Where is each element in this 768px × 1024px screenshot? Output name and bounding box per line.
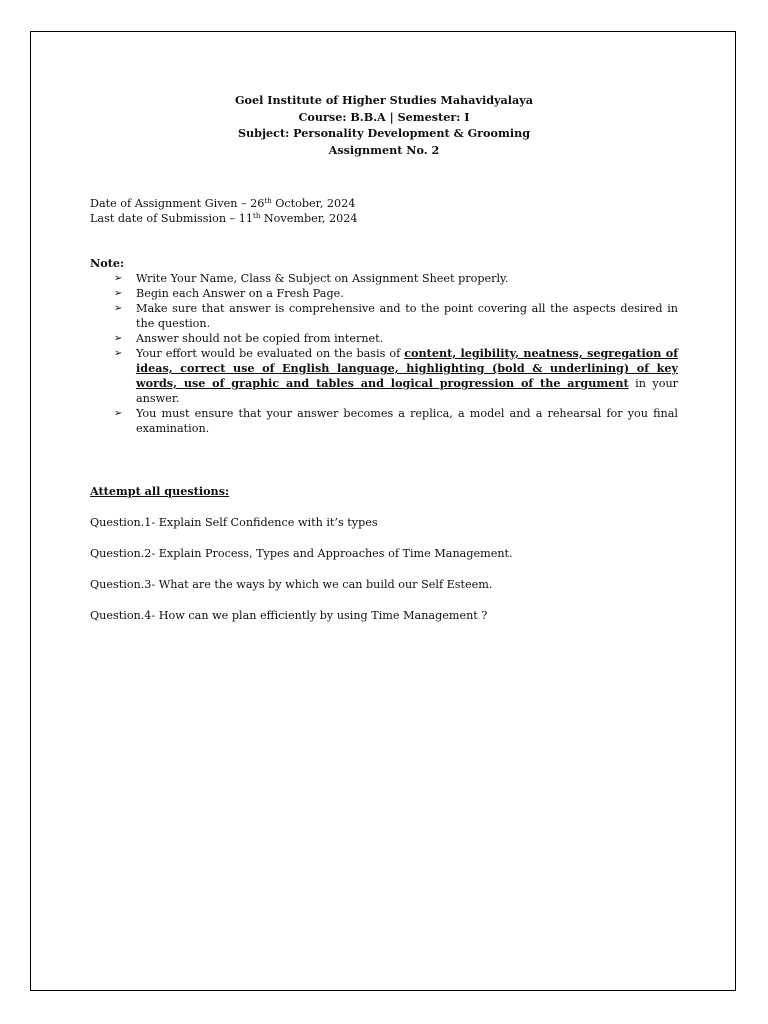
evaluation-criteria: content, legibility, neatness, segregation of ideas, correct use of English language, highlighting (bold & underlining) of key words, use of graphic and tables and logical progression of the argument [136, 346, 679, 390]
arrow-bullet-icon: ➢ [114, 348, 123, 359]
note-title: Note: [90, 256, 125, 270]
institute-name: Goel Institute of Higher Studies Mahavidyalaya [234, 93, 534, 107]
subject-line: Subject: Personality Development & Grooming [237, 126, 531, 140]
note-item: ➢ You must ensure that your answer becomes a replica, a model and a rehearsal for you final examination. [114, 407, 678, 435]
date-given: Date of Assignment Given – 26th October, 2024 [90, 197, 356, 210]
arrow-bullet-icon: ➢ [114, 273, 123, 284]
note-item-evaluation: ➢ Your effort would be evaluated on the basis of content, legibility, neatness, segregation of ideas, correct use of English language, highlighting (bold & underlining) of key words, use of graphic and tables and logical progression of the argument in your answer. [114, 346, 679, 405]
arrow-bullet-icon: ➢ [114, 333, 123, 344]
arrow-bullet-icon: ➢ [114, 303, 123, 314]
date-submission: Last date of Submission – 11th November, 2024 [90, 212, 358, 225]
note-item: ➢ Make sure that answer is comprehensive and to the point covering all the aspects desired in the question. [114, 302, 678, 330]
document-body [90, 92, 678, 623]
dates-block [90, 196, 678, 226]
note-list [90, 271, 678, 436]
arrow-bullet-icon: ➢ [114, 408, 123, 419]
assignment-number: Assignment No. 2 [328, 142, 440, 157]
question-item: Question.3- What are the ways by which we can build our Self Esteem. [90, 578, 493, 591]
arrow-bullet-icon: ➢ [114, 288, 123, 299]
note-item: ➢ Begin each Answer on a Fresh Page. [114, 287, 344, 300]
question-item: Question.2- Explain Process, Types and Approaches of Time Management. [90, 547, 513, 560]
note-item: ➢ Write Your Name, Class & Subject on Assignment Sheet properly. [114, 272, 509, 285]
questions-heading: Attempt all questions: [90, 484, 230, 498]
question-item: Question.4- How can we plan efficiently by using Time Management ? [90, 609, 488, 622]
question-item: Question.1- Explain Self Confidence with it’s types [90, 516, 378, 529]
note-item: ➢ Answer should not be copied from internet. [114, 332, 384, 345]
document-header [90, 92, 678, 158]
course-line: Course: B.B.A | Semester: I [298, 109, 470, 124]
